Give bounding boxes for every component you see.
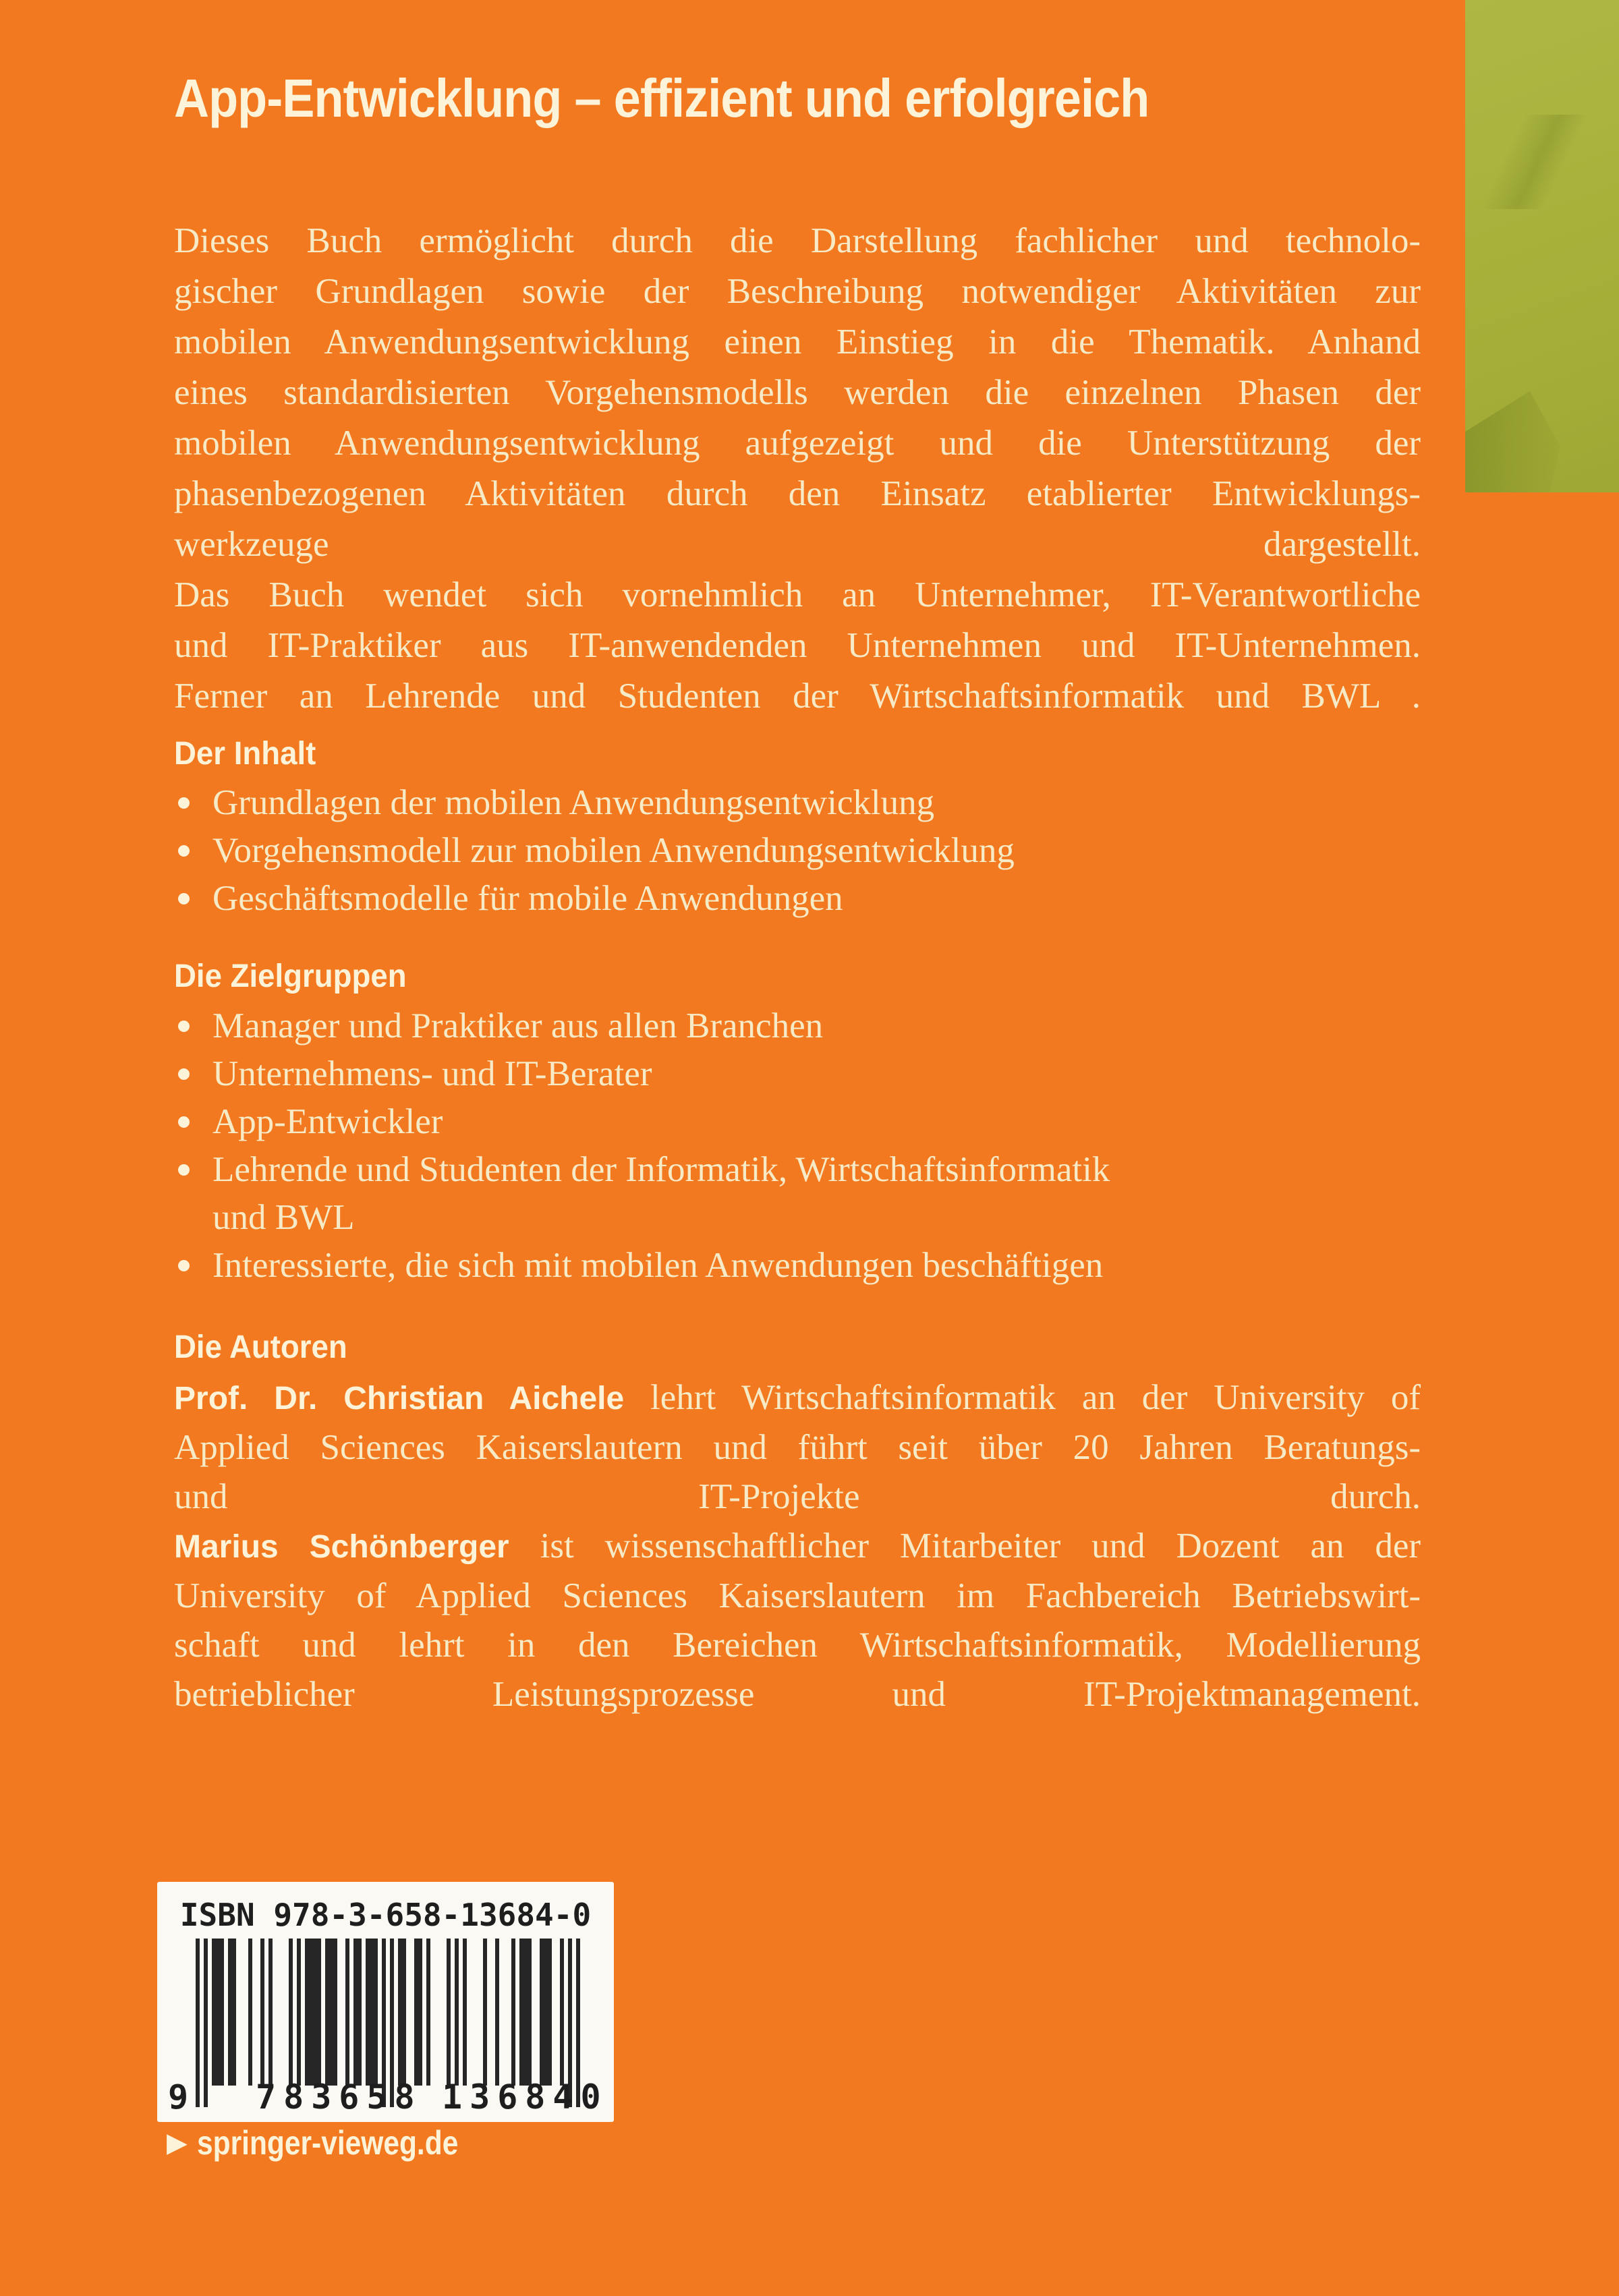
text-span: lehrt Wirtschaftsinformatik an der University of (624, 1378, 1421, 1417)
list-item-label: Grundlagen der mobilen Anwendungsentwicklung (212, 783, 935, 822)
list-item (174, 827, 1421, 875)
text-line: und IT-Projekte durch. (174, 1477, 1421, 1516)
barcode-bar (289, 1939, 293, 2086)
barcode-bar (317, 1939, 321, 2086)
barcode-bar (418, 1939, 422, 2086)
inhalt-list (174, 779, 1421, 923)
text-line: eines standardisierten Vorgehensmodells werden die einzelnen Phasen der (174, 373, 1421, 412)
inhalt-heading: Der Inhalt (174, 736, 316, 772)
publisher-url: springer-vieweg.de (196, 2124, 459, 2162)
text-line: und BWL (212, 1198, 355, 1237)
text-line: Das Buch wendet sich vornehmlich an Unternehmer, IT-Verantwortliche (174, 575, 1421, 614)
barcode-bar (402, 1939, 406, 2086)
list-item-label (190, 1146, 1110, 1242)
text-line (174, 1373, 1421, 1423)
barcode-bar (260, 1939, 264, 2086)
bullet-icon (178, 797, 190, 809)
barcode-bar (455, 1939, 459, 2086)
list-item-label: Interessierte, die sich mit mobilen Anwendungen beschäftigen (212, 1246, 1104, 1285)
ean-digit-group: 783658 (256, 2077, 422, 2117)
list-item-label: App-Entwickler (212, 1102, 443, 1141)
text-line: phasenbezogenen Aktivitäten durch den Einsatz etablierter Entwicklungs- (174, 474, 1421, 513)
bullet-icon (178, 893, 190, 905)
barcode-bar (426, 1939, 430, 2086)
text-line: schaft und lehrt in den Bereichen Wirtschaftsinformatik, Modellierung (174, 1626, 1421, 1665)
list-item (174, 1242, 1421, 1290)
bullet-icon (178, 1116, 190, 1128)
list-item (174, 1050, 1421, 1098)
text-line: und IT-Praktiker aus IT-anwendenden Unternehmen und IT-Unternehmen. (174, 626, 1421, 665)
list-item-label: Unternehmens- und IT-Berater (212, 1054, 652, 1093)
list-item (174, 1002, 1421, 1050)
bullet-icon (178, 1068, 190, 1080)
text-line: betrieblicher Leistungsprozesse und IT-Projektmanagement. (174, 1675, 1421, 1714)
bullet-icon (178, 1260, 190, 1271)
authors-text (174, 1373, 1421, 1719)
barcode-bar (483, 1939, 487, 2086)
bullet-icon (178, 845, 190, 857)
list-item-label: Vorgehensmodell zur mobilen Anwendungsentwicklung (212, 831, 1015, 870)
ean-digit-group: 136840 (442, 2077, 608, 2117)
barcode-bar (511, 1939, 515, 2086)
barcode-bar (268, 1939, 273, 2086)
barcode-bar (463, 1939, 467, 2086)
text-line: Dieses Buch ermöglicht durch die Darstellung fachlicher und technolo- (174, 221, 1421, 260)
barcode-bar (297, 1939, 301, 2086)
author-name: Marius Schönberger (174, 1529, 509, 1565)
text-line: mobilen Anwendungsentwicklung aufgezeigt und die Unterstützung der (174, 424, 1421, 463)
barcode-bar (560, 1939, 564, 2086)
barcode-bar (358, 1939, 362, 2086)
bullet-icon (178, 1164, 190, 1176)
barcode-bar (220, 1939, 224, 2086)
cover-photo-green-strip (1465, 0, 1619, 492)
publisher-footer (167, 2123, 504, 2162)
isbn-barcode-box (157, 1882, 614, 2122)
text-line: Applied Sciences Kaiserslautern und führt seit über 20 Jahren Beratungs- (174, 1428, 1421, 1467)
list-item (174, 779, 1421, 827)
text-line: werkzeuge dargestellt. (174, 525, 1421, 564)
text-line: mobilen Anwendungsentwicklung einen Einstieg in die Thematik. Anhand (174, 322, 1421, 362)
text-span: ist wissenschaftlicher Mitarbeiter und Dozent an der (509, 1526, 1421, 1566)
intro-text (174, 216, 1421, 722)
barcode-bar (374, 1939, 378, 2086)
page-title: App-Entwicklung – effizient und erfolgreich (174, 68, 1149, 128)
text-line: Lehrende und Studenten der Informatik, Wirtschaftsinformatik (212, 1150, 1110, 1189)
barcode-bar (447, 1939, 451, 2086)
zielgruppen-heading: Die Zielgruppen (174, 958, 407, 994)
triangle-arrow-icon: ▶ (167, 2127, 188, 2158)
barcode-bar (196, 1939, 200, 2107)
text-line: gischer Grundlagen sowie der Beschreibung notwendiger Aktivitäten zur (174, 272, 1421, 311)
isbn-label: ISBN 978-3-658-13684-0 (179, 1897, 592, 1933)
ean-digit-group: 9 (168, 2077, 189, 2117)
barcode-bar (345, 1939, 349, 2086)
list-item (174, 875, 1421, 923)
list-item (174, 1146, 1421, 1242)
barcode-bar (333, 1939, 337, 2086)
barcode-bar (232, 1939, 236, 2086)
list-item-label: Geschäftsmodelle für mobile Anwendungen (212, 879, 843, 918)
barcode-bar (248, 1939, 252, 2086)
barcode-bar (495, 1939, 499, 2086)
autoren-heading: Die Autoren (174, 1329, 347, 1365)
list-item-label: Manager und Praktiker aus allen Branchen (212, 1006, 824, 1045)
list-item (174, 1098, 1421, 1146)
barcode-bar (548, 1939, 552, 2086)
text-line: University of Applied Sciences Kaiserslautern im Fachbereich Betriebswirt- (174, 1576, 1421, 1615)
barcode-bar (528, 1939, 532, 2086)
barcode-bar (204, 1939, 208, 2107)
bullet-icon (178, 1021, 190, 1032)
author-name: Prof. Dr. Christian Aichele (174, 1381, 625, 1416)
text-line: Ferner an Lehrende und Studenten der Wirtschaftsinformatik und BWL . (174, 677, 1421, 716)
zielgruppen-list (174, 1002, 1421, 1290)
text-line (174, 1522, 1421, 1572)
